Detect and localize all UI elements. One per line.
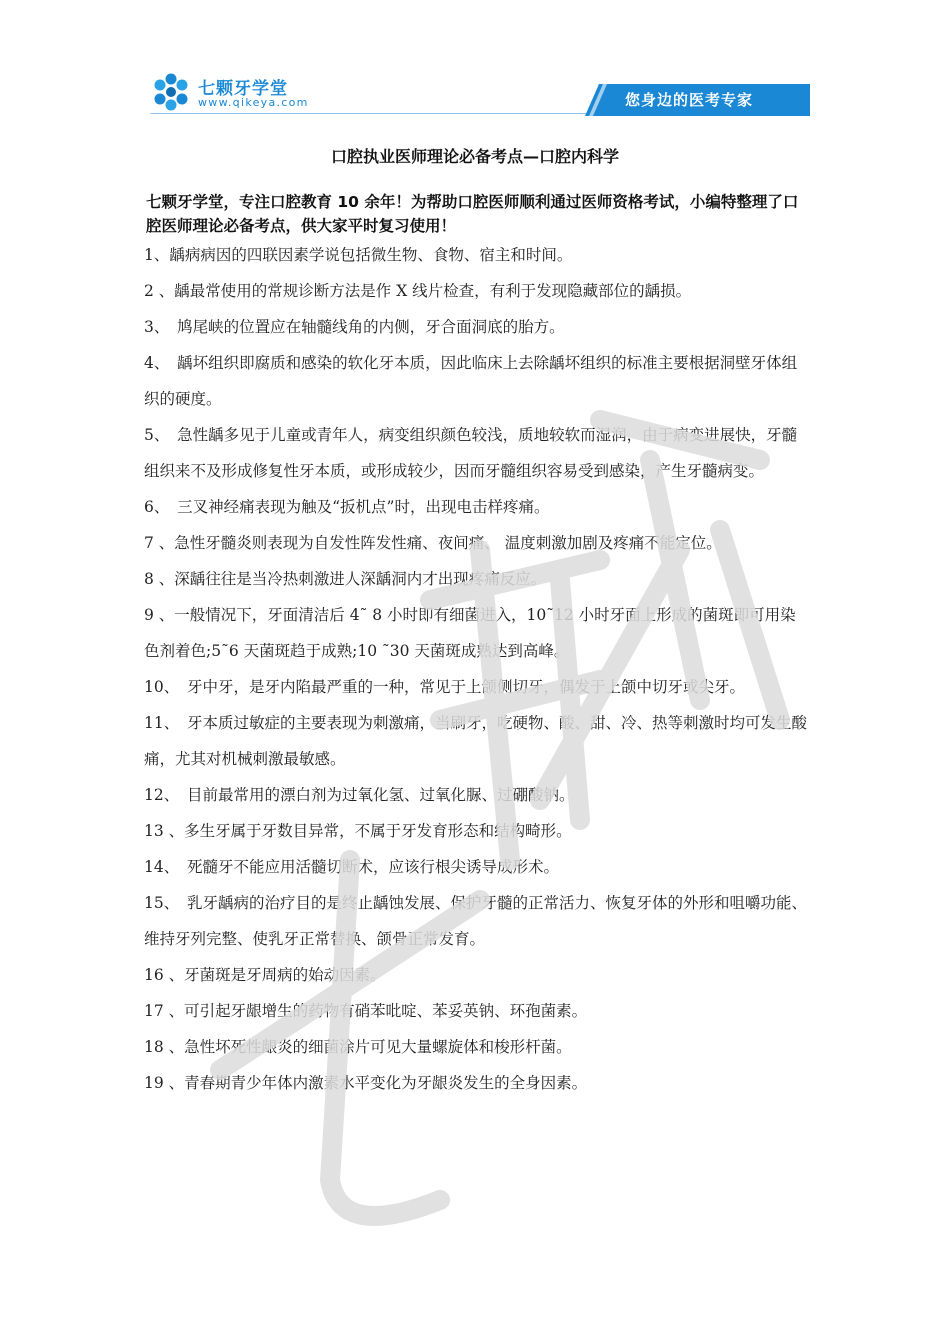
document-title: 口腔执业医师理论必备考点—口腔内科学 [330, 147, 619, 166]
list-item: 16 、牙菌斑是牙周病的始动因素。 [144, 966, 386, 984]
list-item: 18 、急性坏死性龈炎的细菌涂片可见大量螺旋体和梭形杆菌。 [144, 1038, 572, 1056]
list-item: 8 、深龋往往是当冷热刺激进人深龋洞内才出现疼痛反应。 [144, 570, 547, 588]
list-item: 4、 龋坏组织即腐质和感染的软化牙本质，因此临床上去除龋坏组织的标准主要根据洞壁牙体组织的硬度。 [144, 354, 798, 408]
list-item: 17 、可引起牙龈增生的药物有硝苯吡啶、苯妥英钠、环孢菌素。 [144, 1002, 588, 1020]
list-item: 5、 急性龋多见于儿童或青年人，病变组织颜色较浅，质地较软而湿润，由于病变进展快，牙髓组织来不及形成修复性牙本质，或形成较少，因而牙髓组织容易受到感染，产生牙髓病变。 [144, 426, 798, 480]
list-item: 11、 牙本质过敏症的主要表现为刺激痛，当刷牙，吃硬物、酸、甜、冷、热等刺激时均可发生酸痛，尤其对机械刺激最敏感。 [144, 714, 807, 768]
list-item: 3、 鸠尾峡的位置应在轴髓线角的内侧，牙合面洞底的胎方。 [144, 318, 565, 336]
logo-name: 七颗牙学堂 [198, 79, 288, 99]
list-item: 6、 三叉神经痛表现为触及“扳机点”时，出现电击样疼痛。 [144, 498, 550, 516]
list-item: 10、 牙中牙，是牙内陷最严重的一种，常见于上颌侧切牙，偶发于上颌中切牙或尖牙。 [144, 678, 745, 696]
logo-url: www.qikeya.com [198, 96, 309, 109]
key-points-list [144, 237, 810, 1101]
list-item: 13 、多生牙属于牙数目异常，不属于牙发育形态和结构畸形。 [144, 822, 572, 840]
list-item: 2 、龋最常使用的常规诊断方法是作 X 线片检查，有利于发现隐藏部位的龋损。 [144, 282, 692, 300]
list-item: 14、 死髓牙不能应用活髓切断术，应该行根尖诱导成形术。 [144, 858, 559, 876]
list-item: 7 、急性牙髓炎则表现为自发性阵发性痛、夜间痛、 温度刺激加剧及疼痛不能定位。 [144, 534, 722, 552]
slogan-banner [585, 84, 810, 116]
logo-flower-icon [151, 72, 191, 112]
list-item: 19 、青春期青少年体内激素水平变化为牙龈炎发生的全身因素。 [144, 1074, 588, 1092]
list-item: 12、 目前最常用的漂白剂为过氧化氢、过氧化脲、过硼酸钠。 [144, 786, 575, 804]
page-header [0, 0, 950, 130]
list-item: 1、龋病病因的四联因素学说包括微生物、食物、宿主和时间。 [144, 246, 573, 264]
slogan-text: 您身边的医考专家 [625, 91, 754, 109]
header-rule [150, 113, 590, 114]
intro-paragraph: 七颗牙学堂，专注口腔教育 10 余年！为帮助口腔医师顺利通过医师资格考试，小编特整理了口腔医师理论必备考点，供大家平时复习使用！ [146, 193, 799, 235]
list-item: 15、 乳牙龋病的治疗目的是终止龋蚀发展、保护牙髓的正常活力、恢复牙体的外形和咀嚼功能、维持牙列完整、使乳牙正常替换、颌骨正常发育。 [144, 894, 807, 948]
list-item: 9 、一般情况下，牙面清洁后 4˜ 8 小时即有细菌进入，10˜12 小时牙面上形成的菌斑即可用染色剂着色;5˜6 天菌斑趋于成熟;10 ˜30 天菌斑成熟达到高峰。 [144, 606, 796, 660]
